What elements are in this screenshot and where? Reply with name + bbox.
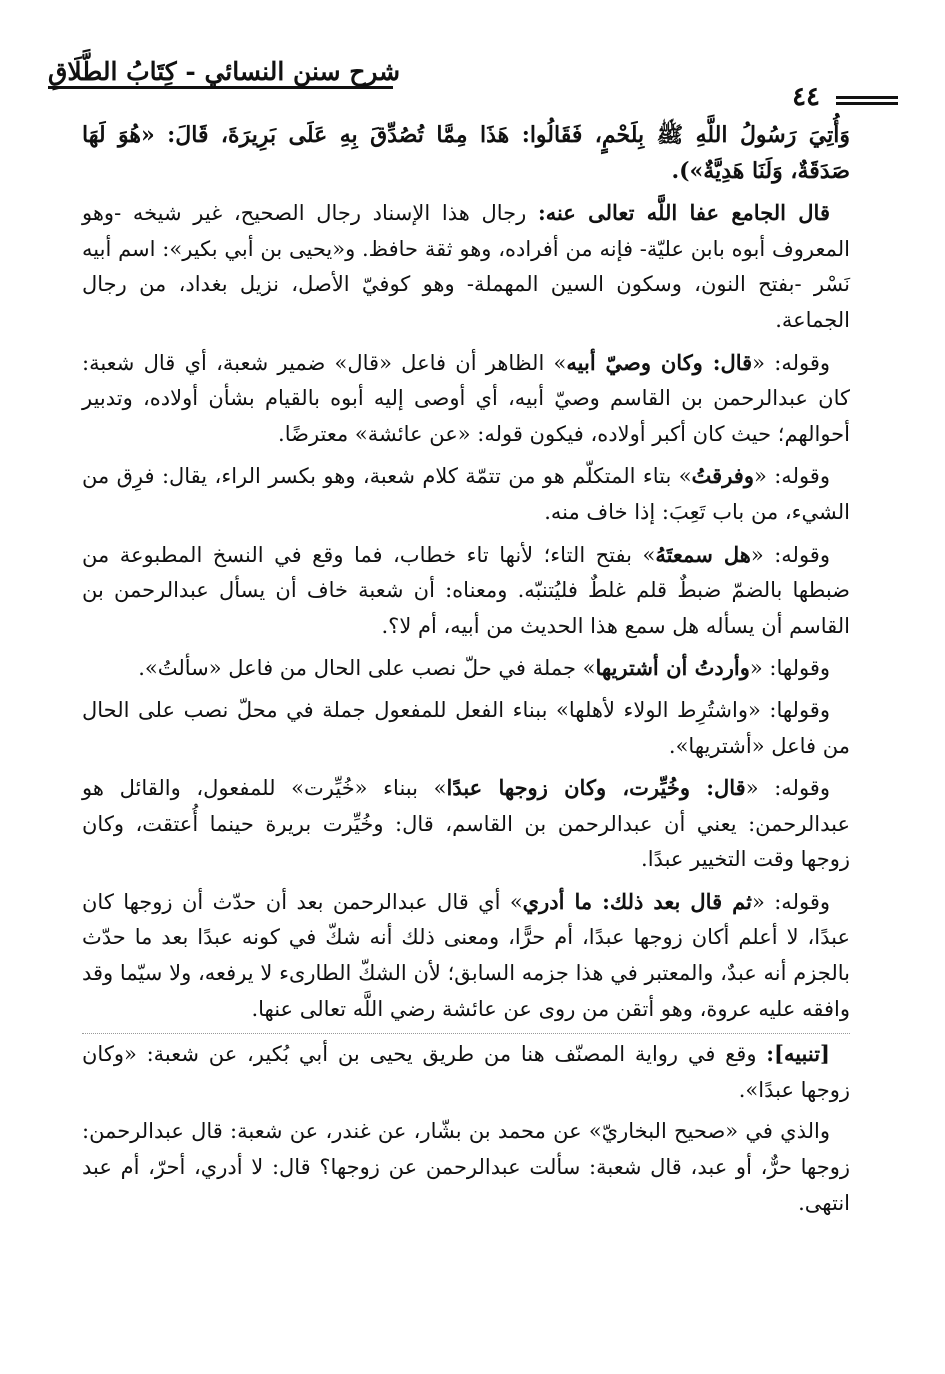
header-rule-line bbox=[836, 102, 898, 105]
running-head bbox=[48, 52, 898, 112]
paragraph-bukhari bbox=[82, 1114, 850, 1221]
paragraph-prefix: وقوله: « bbox=[752, 350, 831, 375]
paragraph-ma-adri bbox=[82, 884, 850, 1027]
header-double-rule bbox=[836, 96, 898, 108]
paragraph-prefix: وقوله: « bbox=[750, 542, 830, 567]
quoted-phrase: وفرقتُ bbox=[691, 463, 754, 489]
note-label: [تنبيه]: bbox=[766, 1041, 830, 1067]
paragraph-walaa bbox=[82, 693, 850, 764]
paragraph-samiatahu bbox=[82, 537, 850, 645]
paragraph-text: » أي قال عبدالرحمن بعد أن حدّث أن زوجها كان عبدًا، لا أعلم أكان زوجها عبدًا، أم حرًّا، ومعنى ذلك أنه شكّ في كونه عبدًا بعد ما حدّث بالجزم أنه عبدٌ، والمعتبر في هذا جزمه السابق؛ لأن الشكّ الطارىء لا يرفعه، ولا سيّما وقد وافقه عليه عروة، وهو أتقن من روى عن عائشة رضي اللَّه تعالى عنها. bbox=[82, 889, 851, 1021]
quoted-phrase: قال: وخُيِّرت، وكان زوجها عبدًا bbox=[446, 775, 746, 801]
paragraph-ashtariha bbox=[82, 650, 850, 687]
paragraph-text: » بتاء المتكلّم هو من تتمّة كلام شعبة، وهو بكسر الراء، يقال: فرِق من الشيء، من باب تَعِبَ: إذا خاف منه. bbox=[82, 464, 850, 524]
paragraph-text: » جملة في حلّ نصب على الحال من فاعل «سألتُ». bbox=[138, 656, 596, 681]
book-title: شرح سنن النسائي - كِتَابُ الطَّلَاقِ bbox=[48, 57, 401, 86]
page-number: ٤٤ bbox=[792, 82, 820, 112]
paragraph-prefix: وقولها: « bbox=[749, 656, 830, 681]
paragraph-text: » ببناء «خُيِّرت» للمفعول، والقائل هو عبدالرحمن: يعني أن عبدالرحمن بن القاسم، قال: وخُيِّرت بريرة حينما أُعتقت، وكان زوجها وقت التخيير عبدًا. bbox=[82, 776, 850, 872]
quoted-phrase: ثم قال بعد ذلك: ما أدري bbox=[522, 888, 752, 914]
paragraph-text: وقع في رواية المصنّف هنا من طريق يحيى بن أبي بُكير، عن شعبة: «وكان زوجها عبدًا». bbox=[82, 1042, 850, 1102]
page-body bbox=[82, 118, 850, 1227]
quoted-phrase: وأردتُ أن أشتريها bbox=[595, 655, 750, 681]
hadith-text: وَأُتِيَ رَسُولُ اللَّهِ ﷺ بِلَحْمٍ، فَقَالُوا: هَذَا مِمَّا تُصُدِّقَ بِهِ عَلَى بَرِيرَةَ، قَالَ: «هُوَ لَهَا صَدَقَةٌ، وَلَنَا هَدِيَّةٌ»). bbox=[82, 122, 850, 184]
paragraph-text: وقولها: «واشتُرِط الولاء لأهلها» ببناء الفعل للمفعول جملة في محلّ نصب على الحال من فاعل «أشتريها». bbox=[82, 697, 850, 758]
paragraph-prefix: وقوله: « bbox=[745, 776, 830, 801]
title-underline bbox=[48, 86, 393, 89]
paragraph-text: » الظاهر أن فاعل «قال» ضمير شعبة، أي قال شعبة: كان عبدالرحمن بن القاسم وصيّ أبيه، أي أوصى إليه أبوه بالقيام بشأن أولاده، وتدبير أحوالهم؛ حيث كان أكبر أولاده، فيكون قوله: «عن عائشة» معترضًا. bbox=[82, 350, 850, 446]
paragraph-text: رجال هذا الإسناد رجال الصحيح، غير شيخه -وهو المعروف أبوه بابن عليّة- فإنه من أفراده، وهو ثقة حافظ. و«يحيى بن أبي بكير»: اسم أبيه نَسْر -بفتح النون، وسكون السين المهملة- وهو كوفيّ الأصل، نزيل بغداد، من رجال الجماعة. bbox=[82, 201, 850, 332]
quoted-phrase: قال: وكان وصيّ أبيه bbox=[566, 349, 753, 375]
paragraph-wasiy bbox=[82, 345, 850, 453]
header-rule-line bbox=[836, 96, 898, 99]
paragraph-isnad bbox=[82, 195, 850, 338]
paragraph-tanbih bbox=[82, 1033, 850, 1108]
quoted-phrase: هل سمعتَهُ bbox=[655, 541, 751, 567]
paragraph-fariqtu bbox=[82, 458, 850, 530]
paragraph-lead: قال الجامع عفا اللَّه تعالى عنه: bbox=[537, 200, 830, 226]
paragraph-text: والذي في «صحيح البخاريّ» عن محمد بن بشّار، عن غندر، عن شعبة: قال عبدالرحمن: زوجها حرٌّ، أو عبد، قال شعبة: سألت عبدالرحمن عن زوجها؟ قال: لا أدري، أحرّ، أم عبد انتهى. bbox=[82, 1119, 850, 1215]
paragraph-text: » بفتح التاء؛ لأنها تاء خطاب، فما وقع في النسخ المطبوعة من ضبطها بالضمّ ضبطٌ قلم غلطٌ فليُتنبّه. ومعناه: أن شعبة خاف أن يسأل عبدالرحمن بن القاسم أن يسأله هل سمع هذا الحديث من أبيه، أم لا؟. bbox=[82, 542, 850, 638]
paragraph-prefix: وقوله: « bbox=[751, 889, 830, 914]
paragraph-prefix: وقوله: « bbox=[753, 464, 830, 489]
paragraph-khuyyirat bbox=[82, 770, 850, 878]
